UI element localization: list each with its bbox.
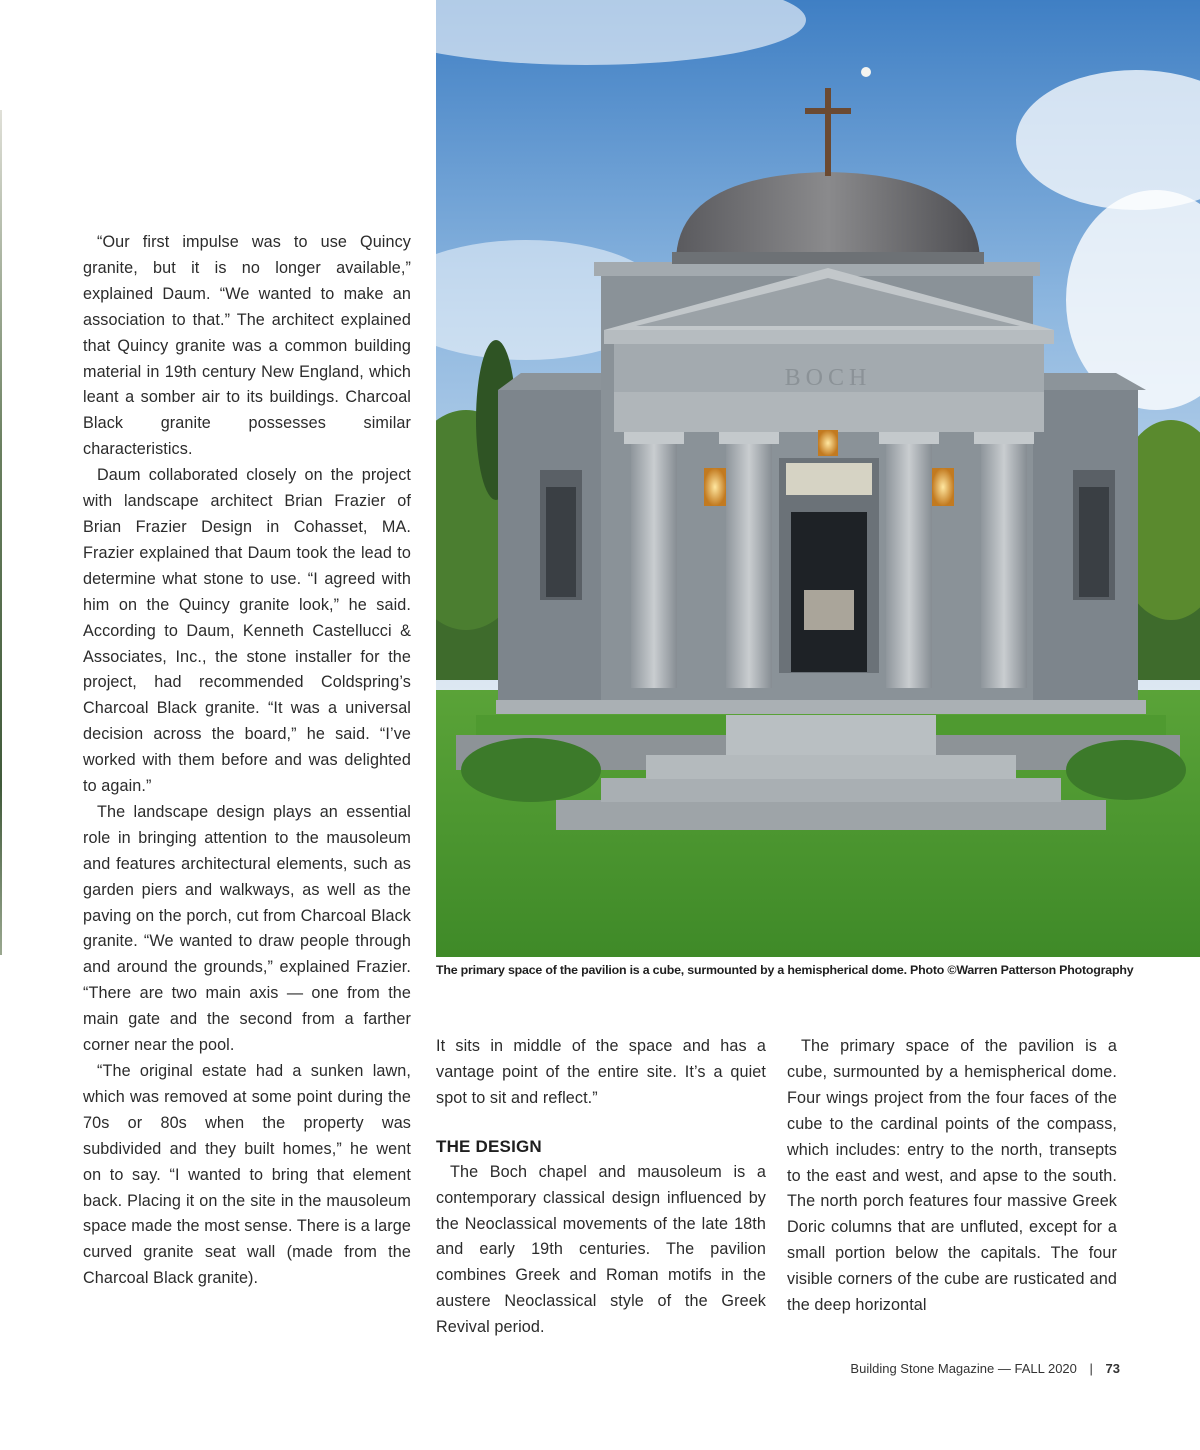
section-heading: THE DESIGN	[436, 1136, 542, 1156]
lantern-icon	[932, 468, 954, 506]
publication-name: Building Stone Magazine —	[850, 1361, 1011, 1376]
text-column-1	[83, 230, 411, 1292]
text-column-2	[436, 1034, 766, 1341]
cross-icon	[805, 108, 851, 114]
mausoleum-photo	[436, 0, 1200, 957]
lantern-icon	[818, 430, 838, 456]
paragraph: The Boch chapel and mausoleum is a contemporary classical design influenced by the Neoclassical movements of the late 18th and early 19th centuries. The pavilion combines Greek and Roman motifs in the austere Neoclassical style of the Greek Revival period.	[436, 1162, 766, 1337]
paragraph: “The original estate had a sunken lawn, which was removed at some point during the 70s or 80s when the property was subdivided and they built homes,” he went on to say. “I wanted to bring that element back. Placing it on the site in the mausoleum space made the most sense. There is a large curved granite seat wall (made from the Charcoal Black granite).	[83, 1062, 411, 1288]
paragraph: The primary space of the pavilion is a cube, surmounted by a hemispherical dome. Four wings project from the four faces of the cube to the cardinal points of the compass, which includes: entry to the north, transepts to the east and west, and apse to the south. The north porch features four massive Greek Doric columns that are unfluted, except for a small portion below the capitals. The four visible corners of the cube are rusticated and the deep horizontal	[787, 1037, 1117, 1315]
issue-date: FALL 2020	[1014, 1361, 1077, 1376]
page-edge-photo-strip	[0, 110, 2, 955]
photo-caption: The primary space of the pavilion is a cube, surmounted by a hemispherical dome. Photo ©Warren Patterson Photography	[436, 963, 1134, 977]
paragraph: “Our first impulse was to use Quincy granite, but it is no longer available,” explained Daum. “We wanted to make an association to that.” The architect explained that Quincy granite was a common building material in 19th century New England, which leant a somber air to its buildings. Charcoal Black granite possesses similar characteristics.	[83, 233, 411, 459]
text-column-3	[787, 1034, 1117, 1319]
page-number: 73	[1105, 1361, 1120, 1376]
page-footer	[850, 1361, 1120, 1376]
frieze-inscription: BOCH	[784, 365, 872, 391]
moon-icon	[861, 67, 871, 77]
paragraph: It sits in middle of the space and has a vantage point of the entire site. It’s a quiet spot to sit and reflect.”	[436, 1037, 766, 1107]
footer-separator: |	[1089, 1361, 1093, 1376]
paragraph: Daum collaborated closely on the project with landscape architect Brian Frazier of Brian Frazier Design in Cohasset, MA. Frazier explained that Daum took the lead to determine what stone to use. “I agreed with him on the Quincy granite look,” he said. According to Daum, Kenneth Castellucci & Associates, Inc., the stone installer for the project, had recommended Coldspring’s Charcoal Black granite. “It was a universal decision across the board,” he said. “I’ve worked with them before and was delighted to again.”	[83, 466, 411, 796]
paragraph: The landscape design plays an essential role in bringing attention to the mausoleum and features architectural elements, such as garden piers and walkways, as well as the paving on the porch, cut from Charcoal Black granite. “We wanted to draw people through and around the grounds,” explained Frazier. “There are two main axis — one from the main gate and the second from a farther corner near the pool.	[83, 802, 411, 1055]
lantern-icon	[704, 468, 726, 506]
